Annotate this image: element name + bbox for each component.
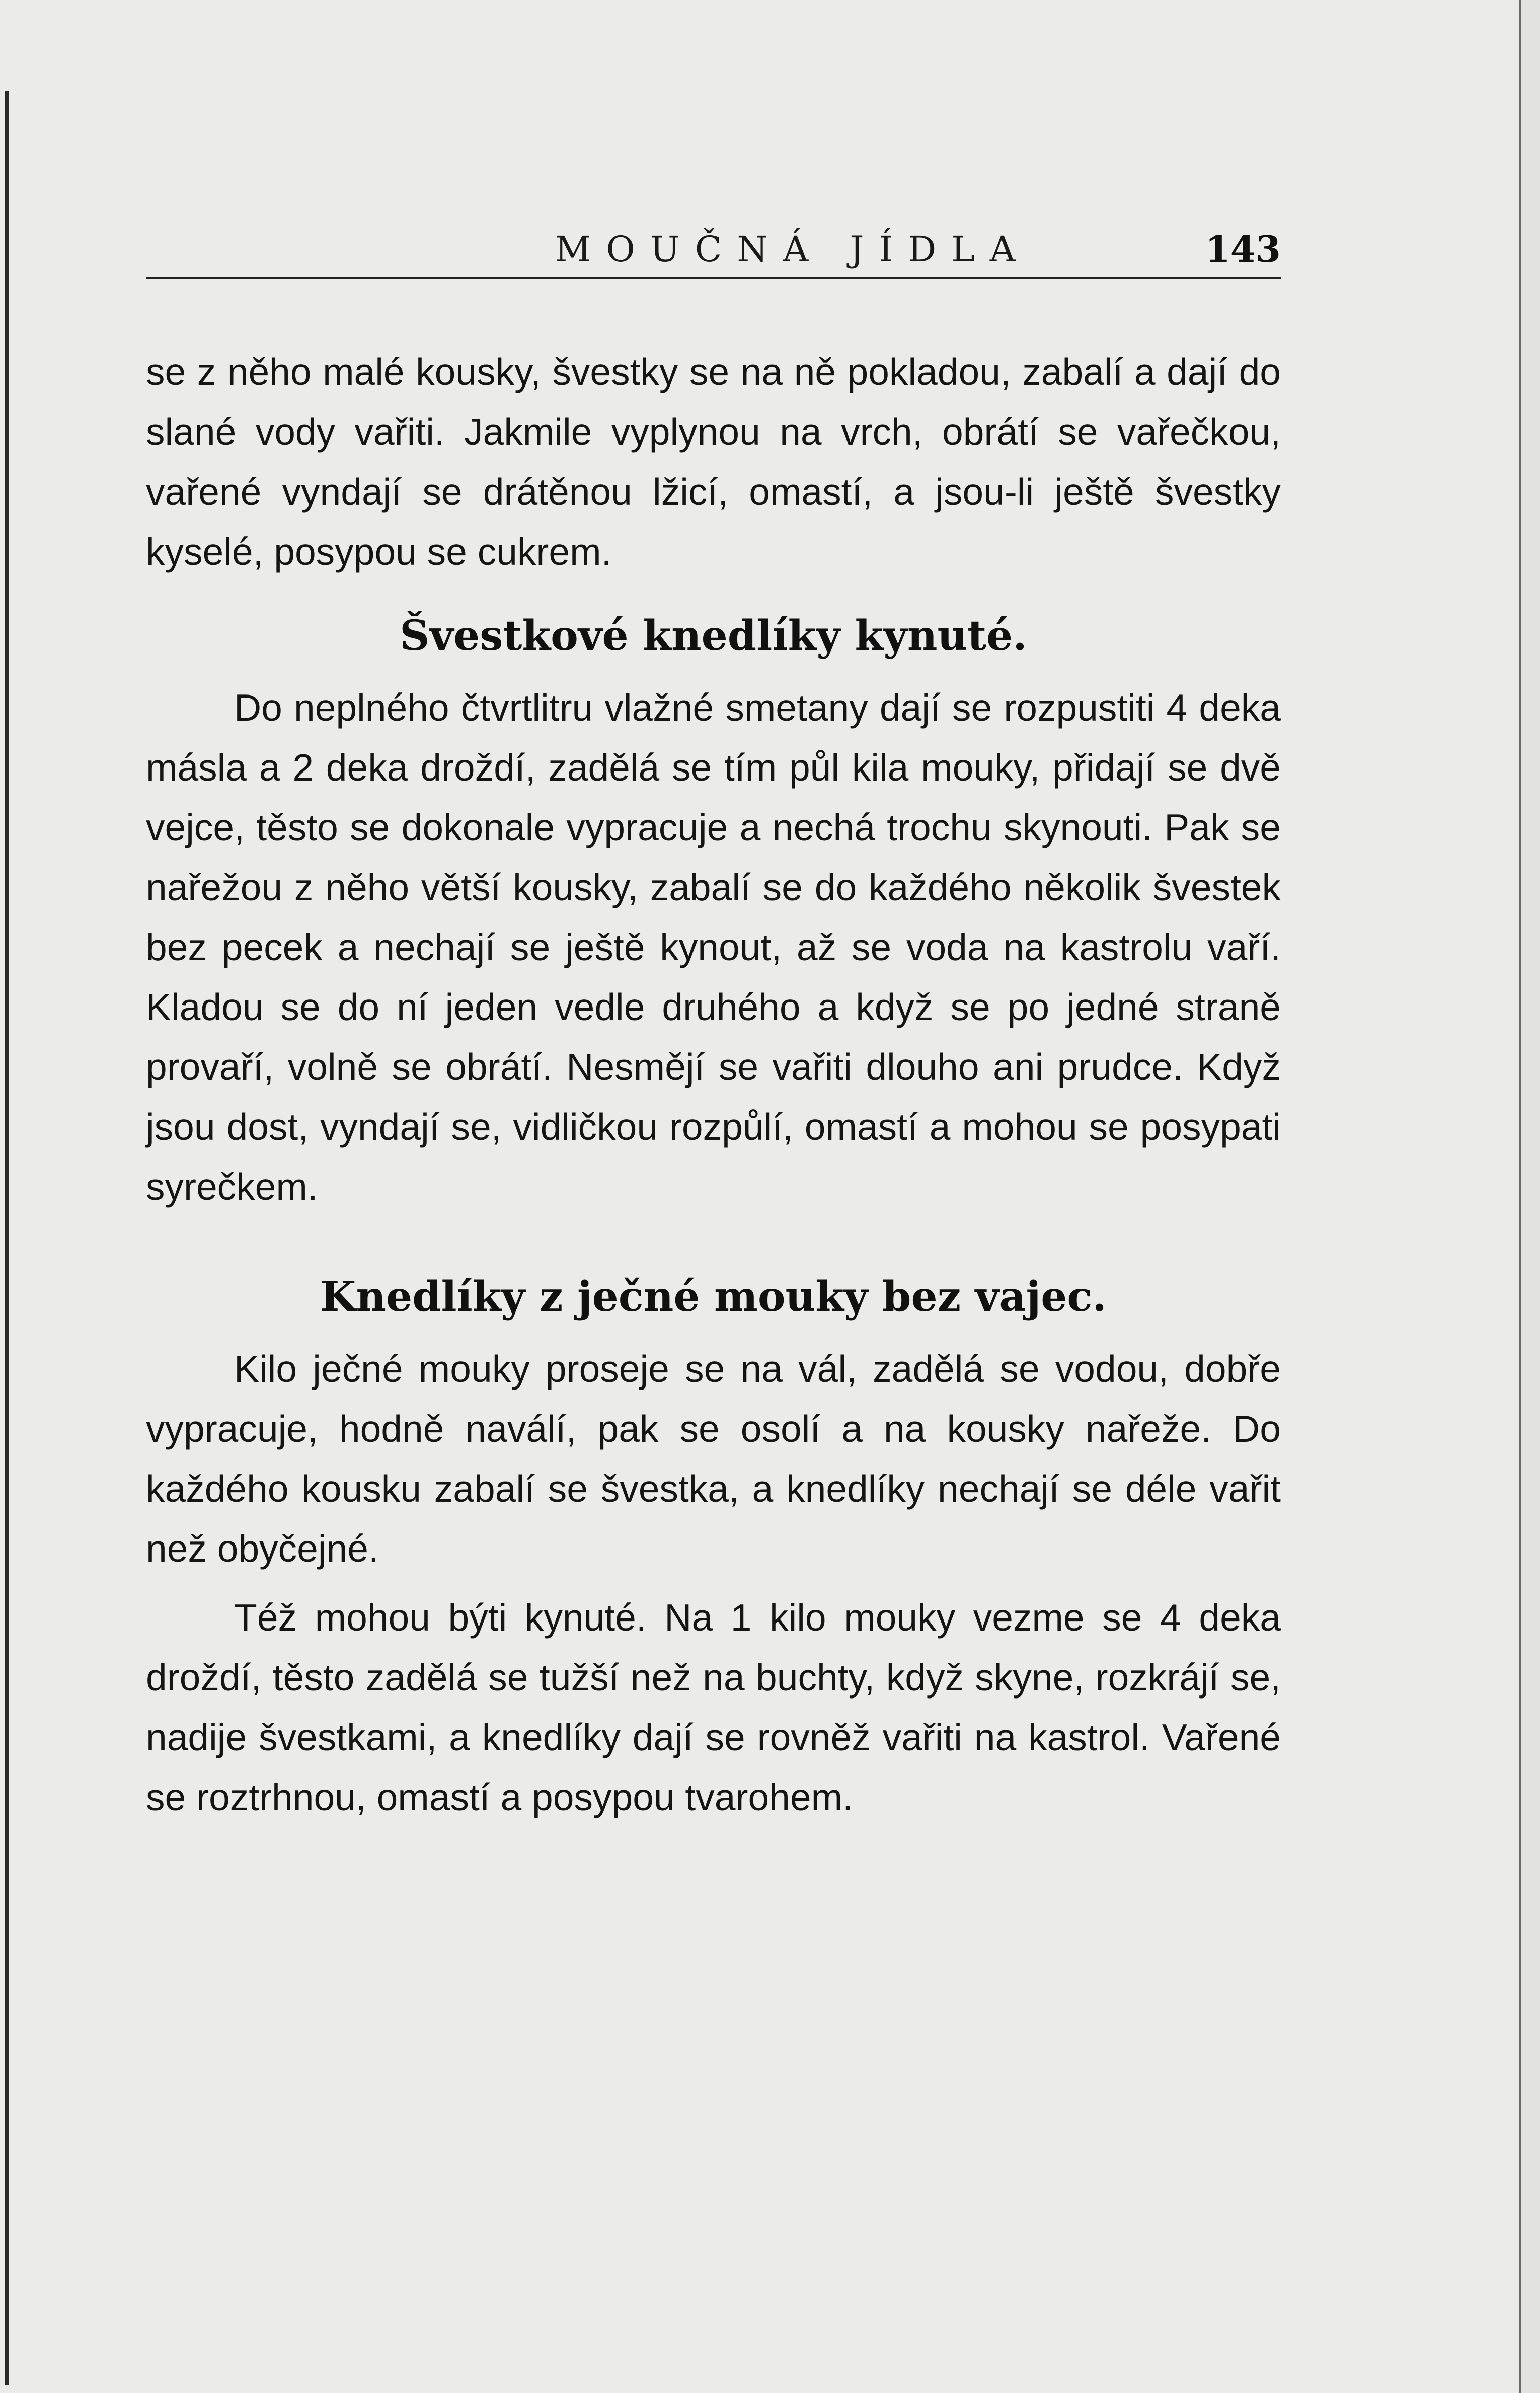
- recipe-heading-knedliky-jecne: Knedlíky z ječné mouky bez vajec.: [320, 1273, 1107, 1321]
- recipe-paragraph-knedliky-jecne: Kilo ječné mouky proseje se na vál, zadělá se vodou, dobře vypracuje, hodně naválí, pak se osolí a na kousky nařeže. Do každého kousku zabalí se švestka, a knedlíky nechají se déle vařit než obyčejné.: [146, 1348, 1281, 1570]
- running-title: MOUČNÁ JÍDLA: [555, 228, 1031, 270]
- page-header: [146, 221, 1281, 279]
- page-left-edge: [5, 91, 9, 2385]
- page-number: 143: [1205, 227, 1281, 270]
- recipe-paragraph-kynute-variant: Též mohou býti kynuté. Na 1 kilo mouky vezme se 4 deka droždí, těsto zadělá se tužší než na buchty, když skyne, rozkrájí se, nadije švestkami, a knedlíky dají se rovněž vařiti na kastrol. Vařené se roztrhnou, omastí a posypou tvarohem.: [146, 1596, 1281, 1818]
- recipe-paragraph-svestkove-knedliky: Do neplného čtvrtlitru vlažné smetany dají se rozpustiti 4 deka másla a 2 deka droždí, zadělá se tím půl kila mouky, přidají se dvě vejce, těsto se dokonale vypracuje a nechá trochu skynouti. Pak se nařežou z něho větší kousky, zabalí se do každého několik švestek bez pecek a nechají se ještě kynout, až se voda na kastrolu vaří. Kladou se do ní jeden vedle druhého a když se po jedné straně provaří, volně se obrátí. Nesmějí se vařiti dlouho ani prudce. Když jsou dost, vyndají se, vidličkou rozpůlí, omastí a mohou se posypati syrečkem.: [146, 686, 1281, 1208]
- page-right-edge: [1519, 0, 1540, 2393]
- paragraph-continuation: se z něho malé kousky, švestky se na ně pokladou, zabalí a dají do slané vody vařiti. Jakmile vyplynou na vrch, obrátí se vařečkou, vařené vyndají se drátěnou lžicí, omastí, a jsou-li ještě švestky kyselé, posypou se cukrem.: [146, 351, 1281, 573]
- recipe-heading-svestkove-knedliky: Švestkové knedlíky kynuté.: [400, 611, 1027, 660]
- page-body: [146, 342, 1281, 1827]
